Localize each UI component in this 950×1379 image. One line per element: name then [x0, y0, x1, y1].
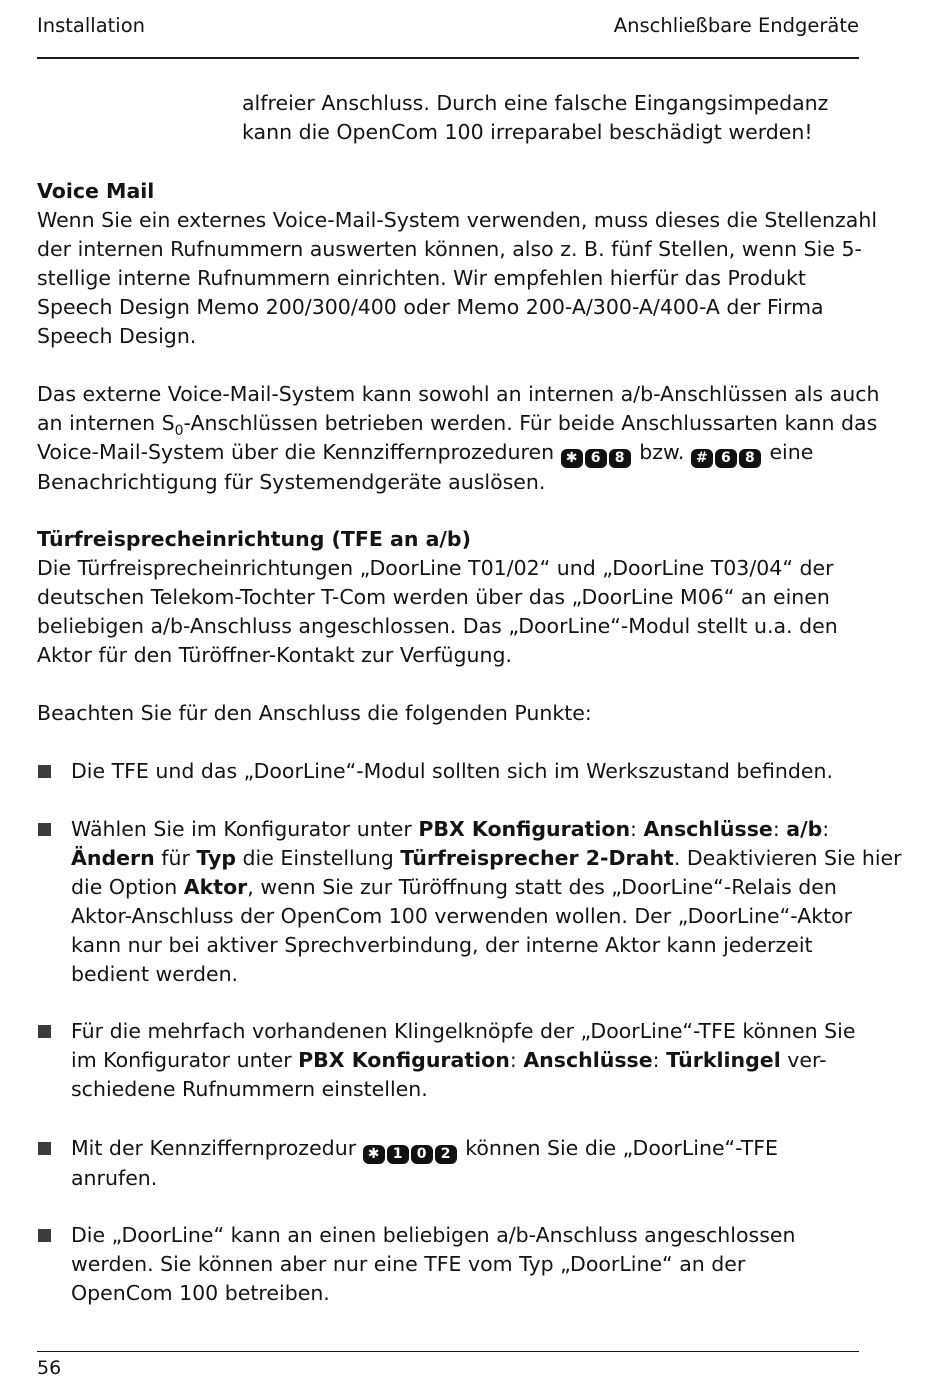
key-6-icon: 6	[715, 449, 737, 468]
square-bullet-icon	[38, 765, 51, 778]
menu-path-term: Türklingel	[666, 1048, 781, 1072]
square-bullet-icon	[38, 1025, 51, 1038]
header-rule	[37, 57, 859, 59]
text-line: alfreier Anschluss. Durch eine falsche Eingangsimpedanz	[242, 91, 829, 115]
text-fragment: für	[154, 846, 197, 870]
text-fragment: , wenn Sie zur Türöffnung statt des „DoorLine“-Relais den	[247, 875, 837, 899]
text-line: der internen Rufnummern auswerten können, also z. B. fünf Stellen, wenn Sie 5-	[37, 237, 862, 261]
text-line: Speech Design.	[37, 324, 197, 348]
voice-mail-section	[37, 177, 878, 351]
square-bullet-icon	[38, 1142, 51, 1155]
text-fragment: Wählen Sie im Konfigurator unter	[71, 817, 419, 841]
text-fragment: :	[630, 817, 644, 841]
menu-path-term: Türfreisprecher 2-Draht	[400, 846, 674, 870]
text-line: kann nur bei aktiver Sprechverbindung, der interne Aktor kann jederzeit	[71, 933, 813, 957]
text-line	[37, 409, 878, 439]
key-1-icon: 1	[387, 1145, 409, 1164]
text-line: stellige interne Rufnummern einrichten. Wir empfehlen hierfür das Produkt	[37, 266, 806, 290]
key-0-icon: 0	[411, 1145, 433, 1164]
text-fragment: die Option	[71, 875, 184, 899]
key-2-icon: 2	[435, 1145, 457, 1164]
text-line: Die „DoorLine“ kann an einen beliebigen a/b-Anschluss angeschlossen	[71, 1223, 796, 1247]
text-line: Beachten Sie für den Anschluss die folgenden Punkte:	[37, 701, 592, 725]
text-line: Speech Design Memo 200/300/400 oder Memo 200-A/300-A/400-A der Firma	[37, 295, 824, 319]
list-item-text	[71, 1221, 859, 1308]
menu-path-term: Ändern	[71, 846, 155, 870]
text-fragment: :	[772, 817, 787, 841]
subscript-zero: 0	[174, 423, 184, 439]
voice-mail-paragraph-2	[37, 380, 880, 497]
key-8-icon: 8	[609, 449, 631, 468]
text-fragment: bzw.	[639, 440, 685, 464]
menu-path-term: a/b	[786, 817, 823, 841]
text-line: anrufen.	[71, 1166, 158, 1190]
section-heading-tfe: Türfreisprecheinrichtung (TFE an a/b)	[37, 527, 471, 551]
header-chapter: Installation	[37, 14, 146, 37]
text-line: Das externe Voice-Mail-System kann sowohl an internen a/b-Anschlüssen als auch	[37, 382, 880, 406]
text-line: beliebigen a/b-Anschluss angeschlossen. Das „DoorLine“-Modul stellt u.a. den	[37, 614, 838, 638]
text-line: Die Türfreisprecheinrichtungen „DoorLine T01/02“ und „DoorLine T03/04“ der	[37, 556, 834, 580]
text-line: Wenn Sie ein externes Voice-Mail-System verwenden, muss dieses die Stellenzahl	[37, 208, 878, 232]
header-section: Anschließbare Endgeräte	[613, 14, 859, 37]
text-line	[71, 873, 859, 902]
key-8-icon: 8	[739, 449, 761, 468]
text-line	[37, 438, 859, 468]
text-line	[71, 815, 859, 844]
page-number: 56	[37, 1357, 62, 1379]
text-fragment: ver-	[780, 1048, 827, 1072]
square-bullet-icon	[38, 823, 51, 836]
tfe-intro	[37, 699, 859, 728]
text-fragment: :	[509, 1048, 524, 1072]
text-fragment: Voice-Mail-System über die Kennziffernprozeduren	[37, 440, 555, 464]
text-line: Aktor-Anschluss der OpenCom 100 verwenden wollen. Der „DoorLine“-Aktor	[71, 904, 853, 928]
list-item-text	[71, 1017, 859, 1104]
text-line: Aktor für den Türöffner-Kontakt zur Verfügung.	[37, 643, 513, 667]
key-hash-icon: #	[691, 449, 713, 468]
list-item-text	[71, 815, 902, 989]
text-fragment: an internen S	[37, 411, 175, 435]
text-fragment: eine	[769, 440, 814, 464]
text-line: kann die OpenCom 100 irreparabel beschädigt werden!	[242, 120, 813, 144]
text-fragment: Mit der Kennziffernprozedur	[71, 1136, 357, 1160]
text-fragment: im Konfigurator unter	[71, 1048, 299, 1072]
running-header	[37, 14, 859, 42]
text-fragment: die Einstellung	[236, 846, 401, 870]
key-star-icon: ✱	[561, 449, 583, 468]
footer-rule	[37, 1351, 859, 1352]
text-fragment: :	[652, 1048, 667, 1072]
menu-path-term: PBX Konfiguration	[418, 817, 631, 841]
section-heading-voice-mail: Voice Mail	[37, 179, 155, 203]
text-fragment: :	[822, 817, 830, 841]
text-line	[71, 1134, 859, 1164]
text-line: bedient werden.	[71, 962, 239, 986]
text-line: deutschen Telekom-Tochter T-Com werden über das „DoorLine M06“ an einen	[37, 585, 830, 609]
text-fragment: können Sie die „DoorLine“-TFE	[465, 1136, 778, 1160]
menu-path-term: Anschlüsse	[643, 817, 773, 841]
list-item-text	[71, 1134, 859, 1193]
text-line: Die TFE und das „DoorLine“-Modul sollten sich im Werkszustand befinden.	[71, 759, 834, 783]
key-6-icon: 6	[585, 449, 607, 468]
text-line: schiedene Rufnummern einstellen.	[71, 1077, 428, 1101]
text-line	[71, 1046, 859, 1075]
menu-path-term: Anschlüsse	[523, 1048, 653, 1072]
text-line: Für die mehrfach vorhandenen Klingelknöpfe der „DoorLine“-TFE können Sie	[71, 1019, 856, 1043]
text-line	[71, 844, 902, 873]
menu-path-term: Typ	[196, 846, 237, 870]
intro-paragraph	[242, 89, 859, 147]
menu-path-term: PBX Konfiguration	[298, 1048, 510, 1072]
text-fragment: . Deaktivieren Sie hier	[673, 846, 902, 870]
tfe-section	[37, 525, 859, 670]
list-item-text	[71, 757, 859, 786]
square-bullet-icon	[38, 1229, 51, 1242]
menu-path-term: Aktor	[183, 875, 248, 899]
key-star-icon: ✱	[363, 1145, 385, 1164]
text-line: werden. Sie können aber nur eine TFE vom Typ „DoorLine“ an der	[71, 1252, 746, 1276]
text-fragment: -Anschlüssen betrieben werden. Für beide Anschlussarten kann das	[183, 411, 878, 435]
text-line: Benachrichtigung für Systemendgeräte auslösen.	[37, 470, 546, 494]
text-line: OpenCom 100 betreiben.	[71, 1281, 330, 1305]
